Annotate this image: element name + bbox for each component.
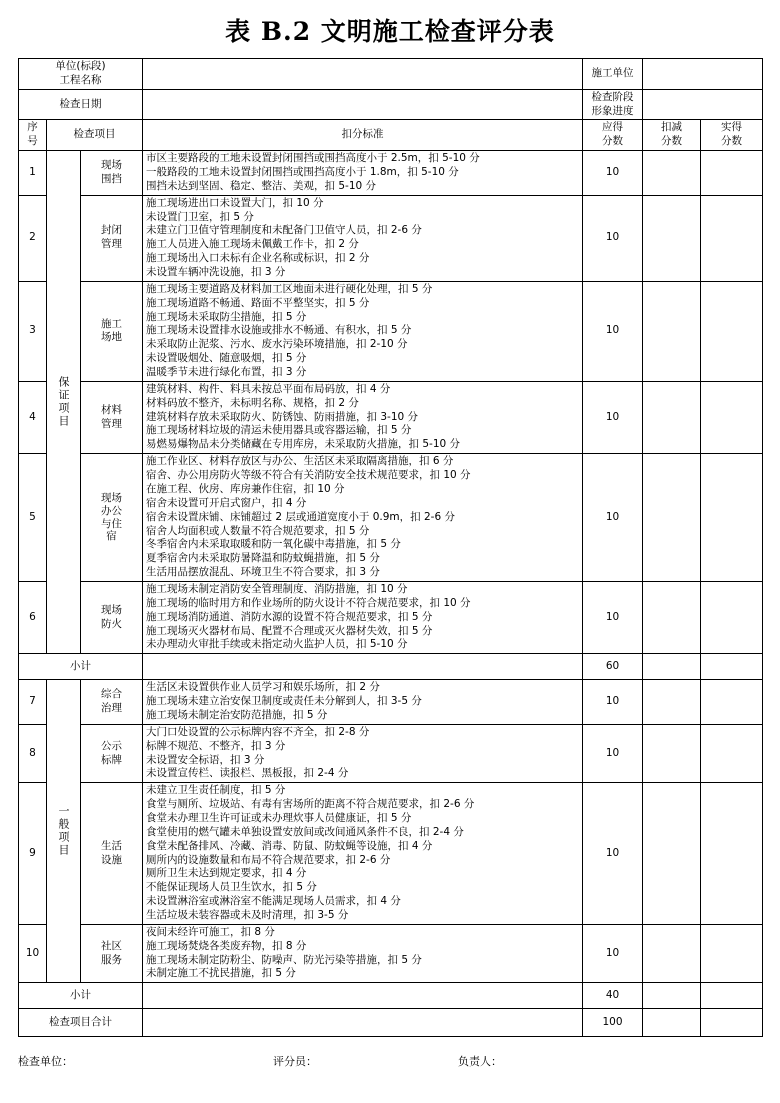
row-actual-score[interactable] (701, 195, 763, 281)
row-actual-score[interactable] (701, 454, 763, 582)
total-label: 检查项目合计 (19, 1009, 143, 1037)
row-item-name: 现场 办公 与住 宿 (81, 454, 143, 582)
row-deduct-score[interactable] (643, 151, 701, 196)
total-blank (143, 1009, 583, 1037)
subtotal-deduct-score[interactable] (643, 983, 701, 1009)
row-should-score: 10 (583, 454, 643, 582)
row-item-name: 现场 围挡 (81, 151, 143, 196)
row-item-name: 社区 服务 (81, 924, 143, 982)
row-criteria: 施工作业区、材料存放区与办公、生活区未采取隔离措施，扣 6 分 宿舍、办公用房防火等级不符合有关消防安全技术规范要求，扣 10 分 在施工程、伙房、库房兼作住宿，扣 10 分 宿舍未设置可开启式窗户，扣 4 分 宿舍未设置床铺、床铺超过 2 层或通道宽度小于 0.9m，扣 2-6 分 宿舍人均面积或人数量不符合规范要求，扣 5 分 冬季宿舍内未采取取暖和防一氧化碳中毒措施，扣 5 分 夏季宿舍内未采取防暑降温和防蚊蝇措施，扣 5 分 生活用品摆放混乱、环境卫生不符合要求，扣 3 分 (143, 454, 583, 582)
subtotal-blank (143, 983, 583, 1009)
column-header-item: 检查项目 (47, 120, 143, 151)
inspection-stage-value[interactable] (643, 89, 763, 120)
column-header-should-score: 应得 分数 (583, 120, 643, 151)
row-criteria: 施工现场主要道路及材料加工区地面未进行硬化处理，扣 5 分 施工现场道路不畅通、路面不平整坚实，扣 5 分 施工现场未采取防尘措施，扣 5 分 施工现场未设置排水设施或排水不畅通、有积水，扣 5 分 未采取防止泥浆、污水、废水污染环境措施，扣 2-10 分 未设置吸烟处、随意吸烟，扣 5 分 温暖季节未进行绿化布置，扣 3 分 (143, 281, 583, 381)
row-no: 9 (19, 783, 47, 925)
row-should-score: 10 (583, 381, 643, 453)
subtotal-should-score: 60 (583, 654, 643, 680)
row-item-name: 施工 场地 (81, 281, 143, 381)
row-criteria: 施工现场进出口未设置大门，扣 10 分 未设置门卫室，扣 5 分 未建立门卫值守管理制度和未配备门卫值守人员，扣 2-6 分 施工人员进入施工现场未佩戴工作卡，扣 2 分 施工现场出入口未标有企业名称或标识，扣 2 分 未设置车辆冲洗设施，扣 3 分 (143, 195, 583, 281)
row-actual-score[interactable] (701, 281, 763, 381)
row-should-score: 10 (583, 680, 643, 725)
row-actual-score[interactable] (701, 581, 763, 653)
column-header-actual-score: 实得 分数 (701, 120, 763, 151)
row-should-score: 10 (583, 724, 643, 782)
table-row-subtotal-guarantee (19, 654, 763, 680)
row-no: 8 (19, 724, 47, 782)
scoring-table (18, 58, 763, 1037)
column-header-deduct-score: 扣减 分数 (643, 120, 701, 151)
row-item-name: 综合 治理 (81, 680, 143, 725)
construction-unit-value[interactable] (643, 59, 763, 90)
row-item-name: 材料 管理 (81, 381, 143, 453)
row-deduct-score[interactable] (643, 281, 701, 381)
row-criteria: 施工现场未制定消防安全管理制度、消防措施，扣 10 分 施工现场的临时用方和作业场所的防火设计不符合规范要求，扣 10 分 施工现场消防通道、消防水源的设置不符合规范要求，扣 5 分 施工现场灭火器材布局、配置不合理或灭火器材失效，扣 5 分 未办理动火审批手续或未指定动火监护人员，扣 5-10 分 (143, 581, 583, 653)
row-no: 7 (19, 680, 47, 725)
project-name-value[interactable] (143, 59, 583, 90)
row-deduct-score[interactable] (643, 195, 701, 281)
row-should-score: 10 (583, 581, 643, 653)
footer-inspection-unit: 检查单位： (18, 1055, 73, 1069)
total-deduct-score[interactable] (643, 1009, 701, 1037)
group-general: 一般项目 (47, 680, 81, 983)
project-name-label: 单位(标段) 工程名称 (19, 59, 143, 90)
footer-scorer: 评分员： (273, 1055, 317, 1069)
row-no: 2 (19, 195, 47, 281)
row-no: 4 (19, 381, 47, 453)
table-row-subtotal-general (19, 983, 763, 1009)
table-row-total (19, 1009, 763, 1037)
row-actual-score[interactable] (701, 680, 763, 725)
table-row-inspection-date (19, 89, 763, 120)
row-deduct-score[interactable] (643, 581, 701, 653)
group-guarantee: 保证项目 (47, 151, 81, 654)
column-header-no: 序 号 (19, 120, 47, 151)
row-no: 5 (19, 454, 47, 582)
row-should-score: 10 (583, 195, 643, 281)
inspection-date-label: 检查日期 (19, 89, 143, 120)
table-row (19, 151, 763, 196)
row-criteria: 夜间未经许可施工，扣 8 分 施工现场焚烧各类废弃物，扣 8 分 施工现场未制定防粉尘、防噪声、防光污染等措施，扣 5 分 未制定施工不扰民措施，扣 5 分 (143, 924, 583, 982)
row-item-name: 生活 设施 (81, 783, 143, 925)
table-row (19, 724, 763, 782)
row-deduct-score[interactable] (643, 381, 701, 453)
subtotal-actual-score[interactable] (701, 654, 763, 680)
subtotal-actual-score[interactable] (701, 983, 763, 1009)
row-criteria: 生活区未设置供作业人员学习和娱乐场所，扣 2 分 施工现场未建立治安保卫制度或责任未分解到人，扣 3-5 分 施工现场未制定治安防范措施，扣 5 分 (143, 680, 583, 725)
row-item-name: 现场 防火 (81, 581, 143, 653)
row-criteria: 市区主要路段的工地未设置封闭围挡或围挡高度小于 2.5m，扣 5-10 分 一般路段的工地未设置封闭围挡或围挡高度小于 1.8m，扣 5-10 分 围挡未达到坚固、稳定、整洁、美观，扣 5-10 分 (143, 151, 583, 196)
table-row (19, 281, 763, 381)
table-row-project (19, 59, 763, 90)
subtotal-deduct-score[interactable] (643, 654, 701, 680)
row-actual-score[interactable] (701, 783, 763, 925)
row-should-score: 10 (583, 281, 643, 381)
inspection-stage-label: 检查阶段 形象进度 (583, 89, 643, 120)
signature-footer (18, 1053, 762, 1069)
inspection-date-value[interactable] (143, 89, 583, 120)
row-actual-score[interactable] (701, 151, 763, 196)
subtotal-blank (143, 654, 583, 680)
row-actual-score[interactable] (701, 924, 763, 982)
row-no: 10 (19, 924, 47, 982)
table-row (19, 581, 763, 653)
column-header-criteria: 扣分标准 (143, 120, 583, 151)
row-deduct-score[interactable] (643, 924, 701, 982)
subtotal-label: 小计 (19, 654, 143, 680)
row-deduct-score[interactable] (643, 724, 701, 782)
table-row (19, 783, 763, 925)
footer-responsible: 负责人： (458, 1055, 502, 1069)
page-title: 表 B.2 文明施工检查评分表 (225, 17, 555, 46)
row-no: 6 (19, 581, 47, 653)
table-row (19, 454, 763, 582)
row-actual-score[interactable] (701, 381, 763, 453)
table-row (19, 924, 763, 982)
row-item-name: 封闭 管理 (81, 195, 143, 281)
table-header-row (19, 120, 763, 151)
row-criteria: 未建立卫生责任制度，扣 5 分 食堂与厕所、垃圾站、有毒有害场所的距离不符合规范要求，扣 2-6 分 食堂未办理卫生许可证或未办理炊事人员健康证，扣 5 分 食堂使用的燃气罐未单独设置安放间或改间通风条件不良，扣 2-4 分 食堂未配备排风、冷藏、消毒、防鼠、防蚊蝇等设施，扣 4 分 厕所内的设施数量和布局不符合规范要求，扣 2-6 分 厕所卫生未达到规定要求，扣 4 分 不能保证现场人员卫生饮水，扣 5 分 未设置淋浴室或淋浴室不能满足现场人员需求，扣 4 分 生活垃圾未装容器或未及时清理，扣 3-5 分 (143, 783, 583, 925)
row-deduct-score[interactable] (643, 680, 701, 725)
total-should-score: 100 (583, 1009, 643, 1037)
row-criteria: 建筑材料、构件、料具未按总平面布局码放，扣 4 分 材料码放不整齐，未标明名称、规格，扣 2 分 建筑材料存放未采取防火、防锈蚀、防雨措施，扣 3-10 分 施工现场材料垃圾的清运未使用器具或容器运输，扣 5 分 易燃易爆物品未分类储藏在专用库房，未采取防火措施，扣 5-10 分 (143, 381, 583, 453)
construction-unit-label: 施工单位 (583, 59, 643, 90)
row-should-score: 10 (583, 783, 643, 925)
row-no: 3 (19, 281, 47, 381)
row-should-score: 10 (583, 151, 643, 196)
row-item-name: 公示 标牌 (81, 724, 143, 782)
subtotal-should-score: 40 (583, 983, 643, 1009)
table-row (19, 381, 763, 453)
row-actual-score[interactable] (701, 724, 763, 782)
row-deduct-score[interactable] (643, 454, 701, 582)
table-row (19, 195, 763, 281)
total-actual-score[interactable] (701, 1009, 763, 1037)
row-criteria: 大门口处设置的公示标牌内容不齐全，扣 2-8 分 标牌不规范、不整齐，扣 3 分 未设置安全标语，扣 3 分 未设置宣传栏、读报栏、黑板报，扣 2-4 分 (143, 724, 583, 782)
table-row (19, 680, 763, 725)
row-deduct-score[interactable] (643, 783, 701, 925)
row-should-score: 10 (583, 924, 643, 982)
row-no: 1 (19, 151, 47, 196)
subtotal-label: 小计 (19, 983, 143, 1009)
